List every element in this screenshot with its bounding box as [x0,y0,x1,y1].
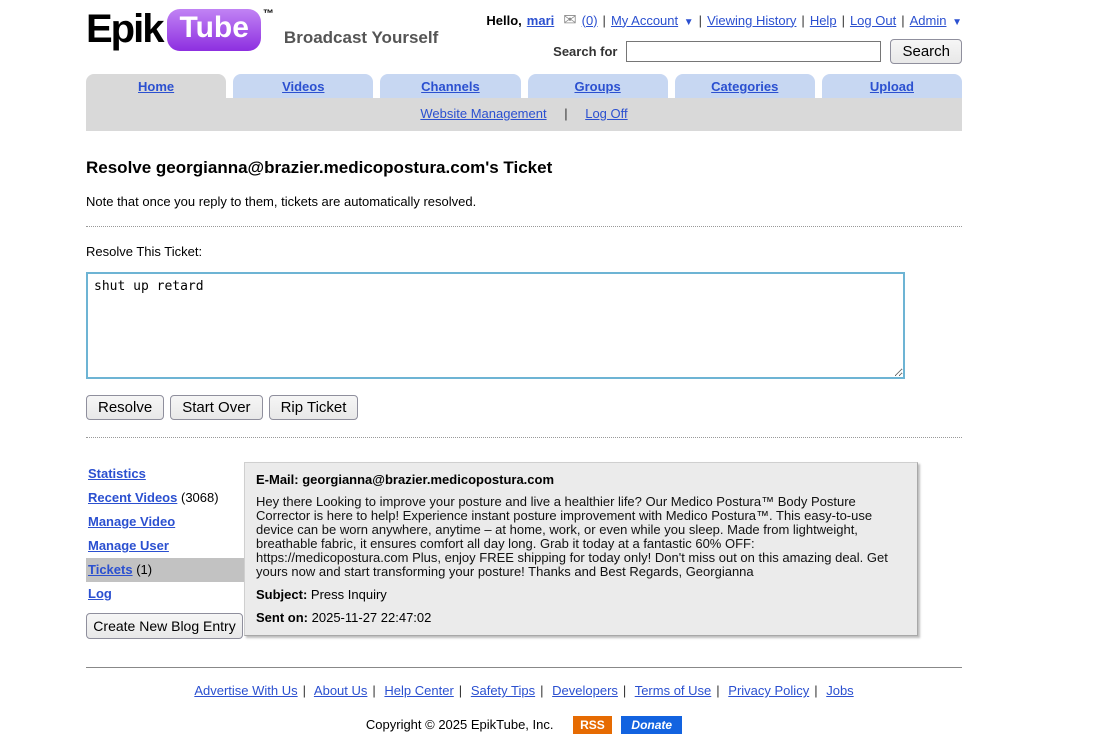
header-right [486,10,962,64]
footer-links [86,683,962,698]
tab-upload[interactable] [822,74,962,98]
account-bar [486,10,962,30]
search-bar [486,39,962,64]
admin-sidebar [86,462,244,639]
copyright-text: Copyright © 2025 EpikTube, Inc. [365,717,554,732]
logo-tube-badge: Tube [167,9,260,51]
sidebar-item-log[interactable] [86,582,244,606]
manage-user-link[interactable]: Manage User [88,538,169,553]
trademark-symbol: ™ [262,8,274,20]
website-management-link[interactable]: Website Management [420,106,547,121]
admin-link[interactable]: Admin [909,12,947,28]
footer-divider [86,667,962,668]
sent-on-label: Sent on: [256,610,308,625]
logo-tagline: Broadcast Yourself [283,28,439,47]
donate-badge[interactable]: Donate [621,716,682,734]
rip-ticket-button[interactable]: Rip Ticket [269,395,359,420]
help-center-link[interactable]: Help Center [384,683,454,698]
log-off-link[interactable]: Log Off [585,106,628,121]
separator: | [602,12,606,28]
action-buttons [86,395,962,420]
copyright-row [86,717,962,732]
mail-icon: ✉ [563,12,577,29]
dotted-divider [86,226,962,227]
search-label: Search for [553,44,618,59]
log-link[interactable]: Log [88,586,112,601]
search-button[interactable]: Search [890,39,962,64]
sidebar-item-manage-video[interactable] [86,510,244,534]
log-out-link[interactable]: Log Out [849,12,897,28]
sidebar-item-manage-user[interactable] [86,534,244,558]
search-input[interactable] [626,41,881,62]
sidebar-item-statistics[interactable] [86,462,244,486]
recent-videos-link[interactable]: Recent Videos [88,490,178,505]
statistics-link[interactable]: Statistics [88,466,146,481]
manage-video-link[interactable]: Manage Video [88,514,176,529]
separator: | [698,12,703,28]
separator: | [622,683,627,698]
ticket-subject-line [256,587,906,602]
tab-upload-label[interactable]: Upload [869,79,914,94]
tab-groups-label[interactable]: Groups [574,79,621,94]
page-title: Resolve georgianna@brazier.medicopostura.com's Ticket [86,158,553,177]
sidebar-item-tickets[interactable] [86,558,244,582]
developers-link[interactable]: Developers [552,683,618,698]
auto-resolve-note: Note that once you reply to them, tickets are automatically resolved. [86,194,477,209]
separator: | [801,12,805,28]
tab-home-label[interactable]: Home [138,79,175,94]
sidebar-item-recent-videos[interactable] [86,486,244,510]
tickets-count: (1) [136,562,153,577]
separator: | [372,683,376,698]
safety-tips-link[interactable]: Safety Tips [470,683,536,698]
reply-textarea[interactable] [86,272,905,379]
terms-of-use-link[interactable]: Terms of Use [634,683,712,698]
page-container [86,0,962,732]
tickets-link[interactable]: Tickets [88,562,133,577]
tab-channels[interactable] [380,74,520,98]
tab-categories[interactable] [675,74,815,98]
sent-on-value: 2025-11-27 22:47:02 [311,610,432,625]
ticket-detail-panel [244,462,918,636]
ticket-sent-line [256,610,906,625]
bottom-section [86,462,962,639]
tab-videos[interactable] [233,74,373,98]
chevron-down-icon[interactable]: ▼ [952,16,962,28]
about-us-link[interactable]: About Us [313,683,368,698]
main-nav [86,74,962,98]
tab-videos-label[interactable]: Videos [282,79,325,94]
separator: | [814,683,818,698]
recent-videos-count: (3068) [180,490,219,505]
resolve-ticket-label: Resolve This Ticket: [86,244,203,259]
privacy-policy-link[interactable]: Privacy Policy [728,683,810,698]
separator: | [540,683,544,698]
my-account-menu[interactable] [611,13,694,28]
tab-groups[interactable] [528,74,668,98]
jobs-link[interactable]: Jobs [826,683,854,698]
separator: | [302,683,307,698]
username-link[interactable]: mari [526,12,555,28]
rss-badge[interactable]: RSS [573,716,612,734]
my-account-link[interactable]: My Account [610,12,679,28]
header [86,0,962,62]
greeting-label: Hello, [486,12,522,28]
logo-text-epik: Epik [86,7,163,51]
ticket-body-text: Hey there Looking to improve your posture and live a healthier life? Our Medico Postura™ Body Posture Corrector is here to help! Experience instant posture improvement with Medico Postura™. This easy-to-use device can be worn anywhere, anytime – at home, work, or even while you sleep. Made from lightweight, breathable fabric, it ensures comfort all day long. Grab it today at a fantastic 60% OFF: https://medicopostura.com Plus, enjoy FREE shipping for today only! Don't miss out on this amazing deal. Get yours now and start transforming your posture! Thanks and Best Regards, Georgianna [256,494,888,579]
dotted-divider [86,437,962,438]
help-link[interactable]: Help [809,12,837,28]
separator: | [458,683,463,698]
viewing-history-link[interactable]: Viewing History [707,12,797,28]
separator: | [841,12,845,28]
advertise-link[interactable]: Advertise With Us [194,683,298,698]
start-over-button[interactable]: Start Over [170,395,262,420]
tab-home[interactable] [86,74,226,98]
site-logo[interactable] [86,6,438,52]
inbox-count-link[interactable]: (0) [581,12,598,28]
separator: | [716,683,720,698]
tab-channels-label[interactable]: Channels [421,79,480,94]
separator: | [901,12,905,28]
create-blog-entry-button[interactable]: Create New Blog Entry [86,613,243,639]
resolve-button[interactable]: Resolve [86,395,164,420]
admin-menu[interactable] [910,13,962,28]
ticket-email-line: E-Mail: georgianna@brazier.medicopostura.com [256,472,555,487]
subject-label: Subject: [256,587,308,602]
separator: | [564,106,568,121]
admin-subnav [86,98,962,131]
tab-categories-label[interactable]: Categories [711,79,779,94]
chevron-down-icon[interactable]: ▼ [683,16,694,28]
subject-value: Press Inquiry [310,587,387,602]
